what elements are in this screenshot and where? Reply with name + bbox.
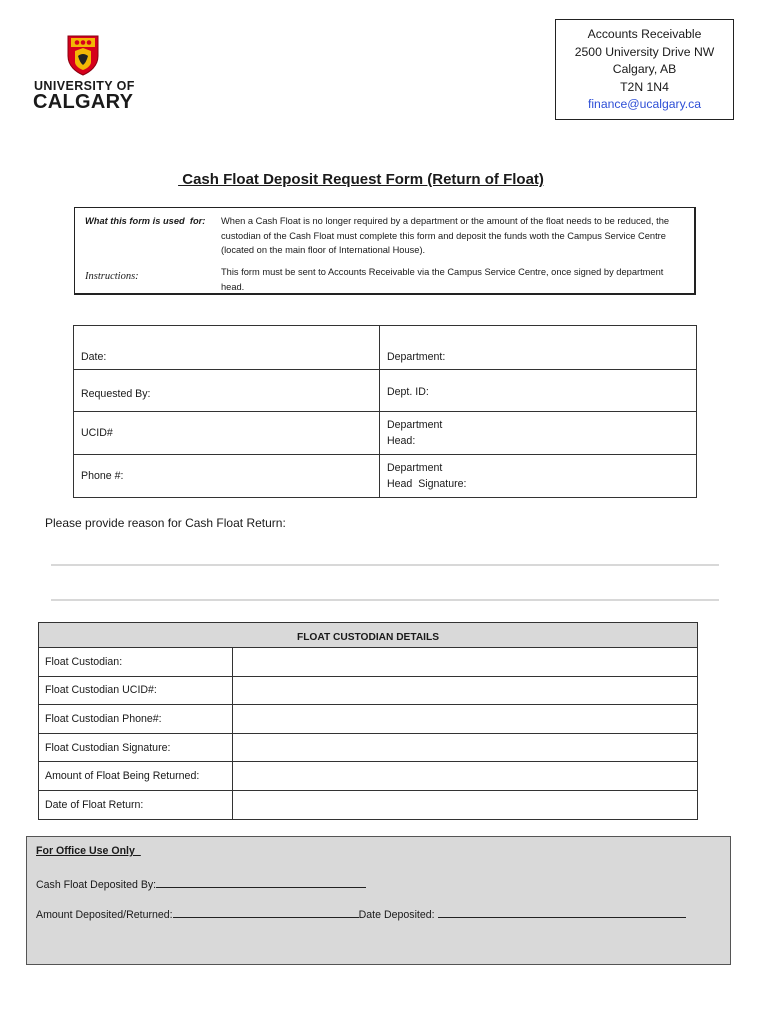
department-head-field[interactable] xyxy=(380,412,697,455)
department-label: Department: xyxy=(387,351,446,363)
deposited-by-line[interactable] xyxy=(156,877,366,888)
reason-line-1[interactable] xyxy=(51,564,719,566)
phone-field[interactable] xyxy=(74,455,380,498)
instructions-text: This form must be sent to Accounts Receivable via the Campus Service Centre, once signed by department head. xyxy=(221,267,664,292)
used-for-text: When a Cash Float is no longer required by a department or the amount of the float needs to be reduced, the custodian of the Cash Float must complete this form and deposit the funds woth the Campus Service Centre (located on the main floor of International House). xyxy=(221,216,670,255)
amount-returned-input[interactable] xyxy=(233,762,698,791)
custodian-row-label: Amount of Float Being Returned: xyxy=(39,762,233,791)
address-line-1: Accounts Receivable xyxy=(587,27,702,41)
ucid-field[interactable] xyxy=(74,412,380,455)
dept-id-field[interactable] xyxy=(380,370,697,412)
float-custodian-phone-input[interactable] xyxy=(233,705,698,734)
amount-deposited-line[interactable] xyxy=(173,907,359,918)
custodian-row-label: Float Custodian: xyxy=(39,648,233,677)
float-custodian-signature-input[interactable] xyxy=(233,733,698,762)
address-line-4: T2N 1N4 xyxy=(620,79,669,94)
office-use-title: For Office Use Only xyxy=(36,845,141,857)
requested-by-label: Requested By: xyxy=(81,387,151,400)
float-custodian-input[interactable] xyxy=(233,648,698,677)
deposited-by-label: Cash Float Deposited By: xyxy=(36,879,157,891)
office-use-box xyxy=(26,836,731,965)
form-title: Cash Float Deposit Request Form (Return of Float) xyxy=(178,171,544,188)
ucid-label: UCID# xyxy=(81,427,113,439)
amount-deposited-label: Amount Deposited/Returned: xyxy=(36,909,173,921)
date-of-return-input[interactable] xyxy=(233,790,698,819)
date-field[interactable] xyxy=(74,326,380,370)
used-for-label: What this form is used for: xyxy=(85,216,206,226)
address-box xyxy=(555,19,734,120)
float-custodian-ucid-input[interactable] xyxy=(233,676,698,705)
department-head-signature-field[interactable] xyxy=(380,455,697,498)
requested-by-field[interactable] xyxy=(74,370,380,412)
department-field[interactable] xyxy=(380,326,697,370)
reason-line-2[interactable] xyxy=(51,599,719,601)
custodian-row-label: Date of Float Return: xyxy=(39,790,233,819)
custodian-table-header: FLOAT CUSTODIAN DETAILS xyxy=(39,623,698,648)
logo-line-university-of: UNIVERSITY OF xyxy=(34,79,135,93)
address-line-2: 2500 University Drive NW xyxy=(574,44,715,59)
logo-line-calgary: CALGARY xyxy=(33,91,134,113)
custodian-row-label: Float Custodian Signature: xyxy=(39,733,233,762)
instructions-label: Instructions: xyxy=(85,271,139,282)
department-head-signature-label-2: Head Signature: xyxy=(387,478,467,490)
email-link[interactable]: finance@ucalgary.ca xyxy=(587,97,702,111)
dept-id-label: Dept. ID: xyxy=(387,386,429,398)
phone-label: Phone #: xyxy=(81,470,124,482)
department-head-label-2: Head: xyxy=(387,435,416,447)
department-head-signature-label-1: Department xyxy=(387,462,443,474)
reason-label: Please provide reason for Cash Float Return: xyxy=(45,516,286,530)
address-line-3: Calgary, AB xyxy=(612,62,677,76)
crest-icon xyxy=(66,34,100,76)
custodian-row-label: Float Custodian Phone#: xyxy=(39,705,233,734)
date-deposited-label: Date Deposited: xyxy=(358,909,438,921)
date-deposited-line[interactable] xyxy=(438,907,686,918)
custodian-row-label: Float Custodian UCID#: xyxy=(39,676,233,705)
date-label: Date: xyxy=(81,351,107,363)
department-head-label-1: Department xyxy=(387,419,443,431)
form-info-box xyxy=(74,207,696,295)
request-details-table xyxy=(73,325,697,498)
float-custodian-table xyxy=(38,622,698,820)
